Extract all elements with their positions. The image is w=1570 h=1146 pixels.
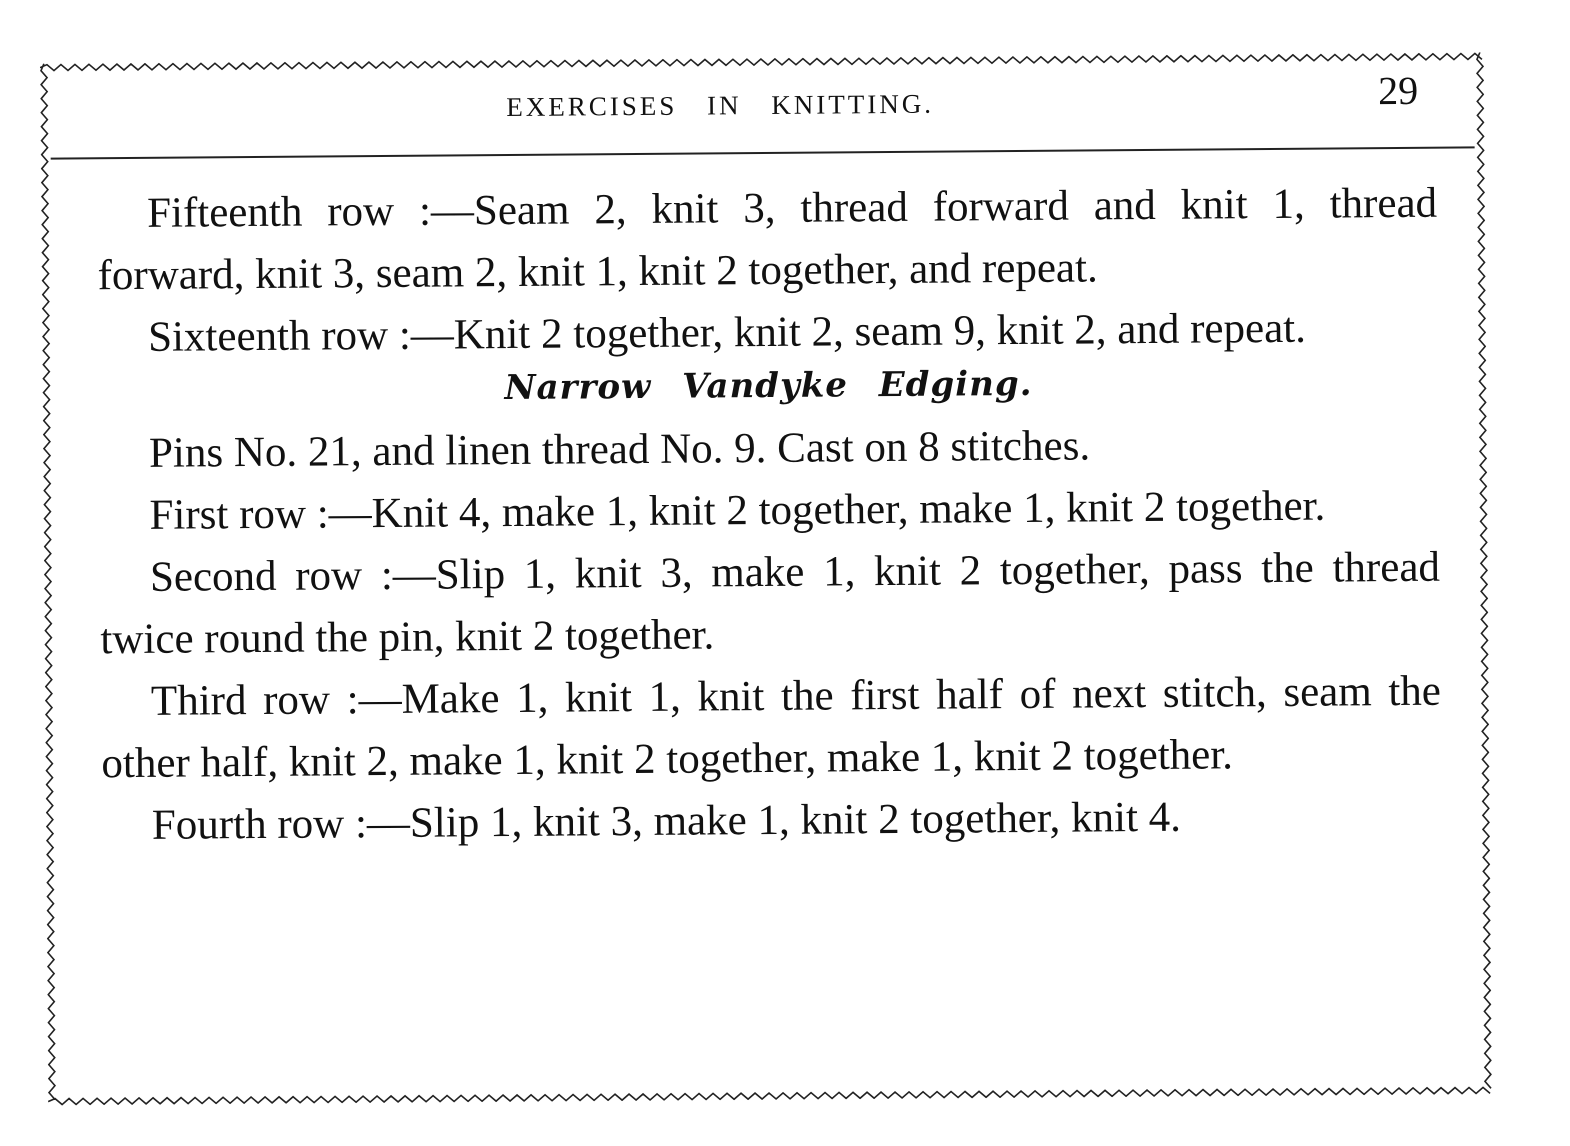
page-number: 29 [1378, 67, 1419, 114]
paragraph-fifteenth-row: Fifteenth row :—Seam 2, knit 3, thread forward and knit 1, thread forward, knit 3, seam 2, knit 1, knit 2 together, and repeat. [97, 179, 1438, 300]
paragraph-materials: Pins No. 21, and linen thread No. 9. Cast on 8 stitches. [148, 422, 1091, 477]
paragraph-first-row: First row :—Knit 4, make 1, knit 2 together, make 1, knit 2 together. [149, 482, 1326, 539]
section-heading: Narrow Vandyke Edging. [504, 363, 1033, 409]
paragraph-fourth-row: Fourth row :—Slip 1, knit 3, make 1, knit 2 together, knit 4. [151, 793, 1182, 849]
page-frame [40, 52, 1492, 1105]
paragraph-second-row: Second row :—Slip 1, knit 3, make 1, knit 2 together, pass the thread twice round the pin, knit 2 together. [100, 543, 1441, 664]
paragraph-third-row: Third row :—Make 1, knit 1, knit the first half of next stitch, seam the other half, knit 2, make 1, knit 2 together, make 1, knit 2 together. [101, 667, 1442, 788]
paragraph-sixteenth-row: Sixteenth row :—Knit 2 together, knit 2, seam 9, knit 2, and repeat. [147, 304, 1307, 361]
body-text [97, 173, 1442, 858]
running-head: EXERCISES IN KNITTING. [506, 88, 935, 123]
